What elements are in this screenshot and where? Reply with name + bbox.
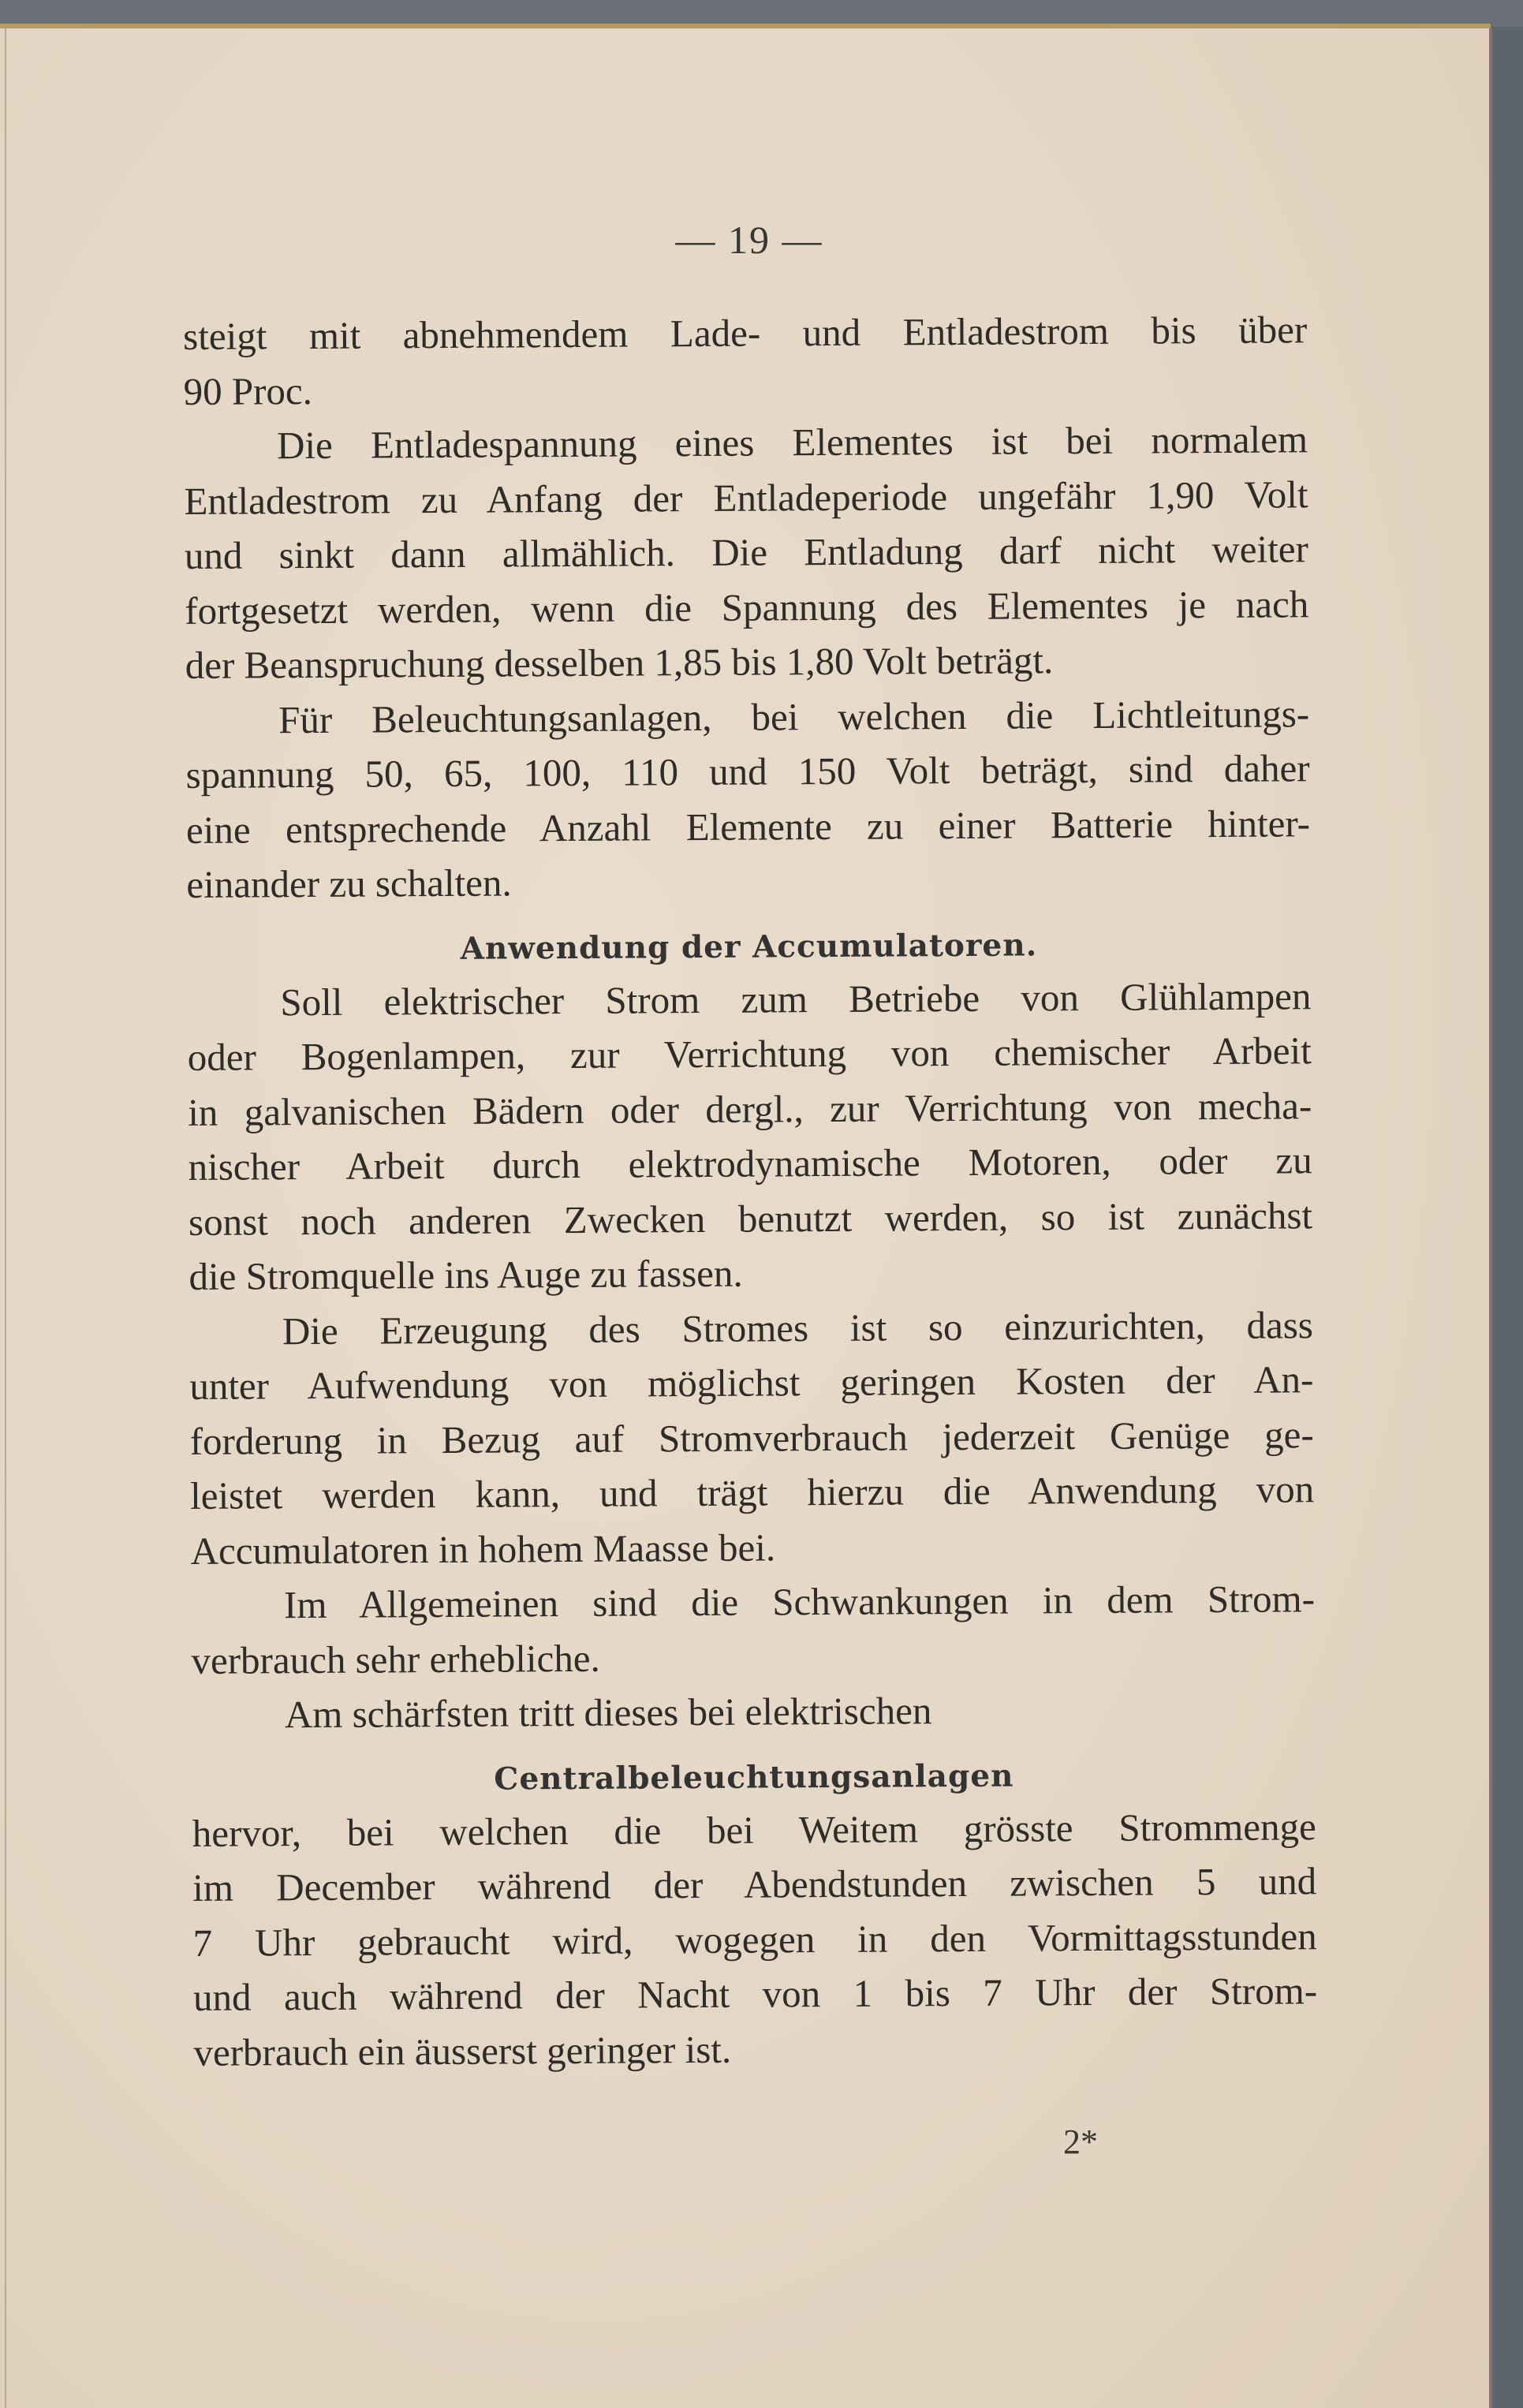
text-line: sonst noch anderen Zwecken benutzt werden, so ist zunächst xyxy=(188,1193,1313,1244)
text-line: verbrauch sehr erhebliche. xyxy=(191,1636,600,1682)
text-line: die Stromquelle ins Auge zu fassen. xyxy=(189,1251,743,1298)
body-text xyxy=(183,302,1318,2080)
page-right-edge xyxy=(1489,28,1492,2408)
scan-top-border xyxy=(0,0,1523,27)
text-line: nischer Arbeit durch elektrodynamische Motoren, oder zu xyxy=(188,1138,1312,1189)
text-line: und auch während der Nacht von 1 bis 7 Uhr der Strom- xyxy=(192,1969,1318,2019)
paragraph xyxy=(191,1571,1316,1688)
text-line: Soll elektrischer Strom zum Betriebe von Glühlampen xyxy=(280,973,1312,1024)
section-heading: Anwendung der Accumulatoren. xyxy=(460,926,1038,967)
text-line: der Beanspruchung desselben 1,85 bis 1,80 Volt beträgt. xyxy=(185,638,1054,687)
text-line: Für Beleuchtungsanlagen, bei welchen die Lichtleitungs- xyxy=(278,691,1310,741)
text-line: fortgesetzt werden, wenn die Spannung des Elementes je nach xyxy=(185,581,1309,633)
text-line: Am schärfsten tritt dieses bei elektrischen xyxy=(284,1689,932,1737)
text-line: leistet werden kann, und trägt hierzu die Anwendung von xyxy=(190,1467,1315,1518)
section-heading: Centralbeleuchtungsanlagen xyxy=(494,1757,1014,1798)
paragraph xyxy=(183,302,1308,419)
text-line: forderung in Bezug auf Stromverbrauch jederzeit Genüge ge- xyxy=(189,1412,1314,1463)
paragraph xyxy=(189,1297,1315,1578)
text-line: eine entsprechende Anzahl Elemente zu einer Batterie hinter- xyxy=(185,801,1311,852)
text-line: einander zu schalten. xyxy=(186,861,512,906)
page-left-edge xyxy=(5,28,6,2408)
text-line: 90 Proc. xyxy=(183,368,313,413)
text-line: 7 Uhr gebraucht wird, wogegen in den Vormittagsstunden xyxy=(192,1913,1317,1965)
text-line: im December während der Abendstunden zwischen 5 und xyxy=(192,1859,1317,1910)
text-line: Die Entladespannung eines Elementes ist bei normalem xyxy=(276,417,1308,468)
text-line: oder Bogenlampen, zur Verrichtung von chemischer Arbeit xyxy=(187,1029,1312,1079)
paragraph xyxy=(187,969,1313,1305)
text-line: unter Aufwendung von möglichst geringen Kosten der An- xyxy=(189,1357,1314,1408)
paragraph xyxy=(185,686,1311,913)
text-line: und sinkt dann allmählich. Die Entladung darf nicht weiter xyxy=(184,527,1309,577)
paragraph xyxy=(192,1799,1318,2080)
text-line: Entladestrom zu Anfang der Entladeperiode ungefähr 1,90 Volt xyxy=(184,472,1308,523)
text-line: hervor, bei welchen die bei Weitem grösste Strommenge xyxy=(192,1804,1316,1855)
text-line: steigt mit abnehmendem Lade- und Entladestrom bis über xyxy=(183,308,1308,358)
text-line: in galvanischen Bädern oder dergl., zur Verrichtung von mecha- xyxy=(188,1083,1312,1134)
text-line: Accumulatoren in hohem Maasse bei. xyxy=(190,1525,776,1573)
text-line: Die Erzeugung des Stromes ist so einzurichten, dass xyxy=(282,1302,1314,1353)
paragraph xyxy=(184,412,1309,693)
text-line: spannung 50, 65, 100, 110 und 150 Volt beträgt, sind daher xyxy=(185,746,1310,797)
text-line: verbrauch ein äusserst geringer ist. xyxy=(193,2027,732,2074)
paragraph xyxy=(192,1681,1316,1742)
page-number: — 19 — xyxy=(675,218,823,262)
signature-mark: 2* xyxy=(1063,2122,1098,2161)
text-line: Im Allgemeinen sind die Schwankungen in dem Strom- xyxy=(283,1577,1316,1627)
